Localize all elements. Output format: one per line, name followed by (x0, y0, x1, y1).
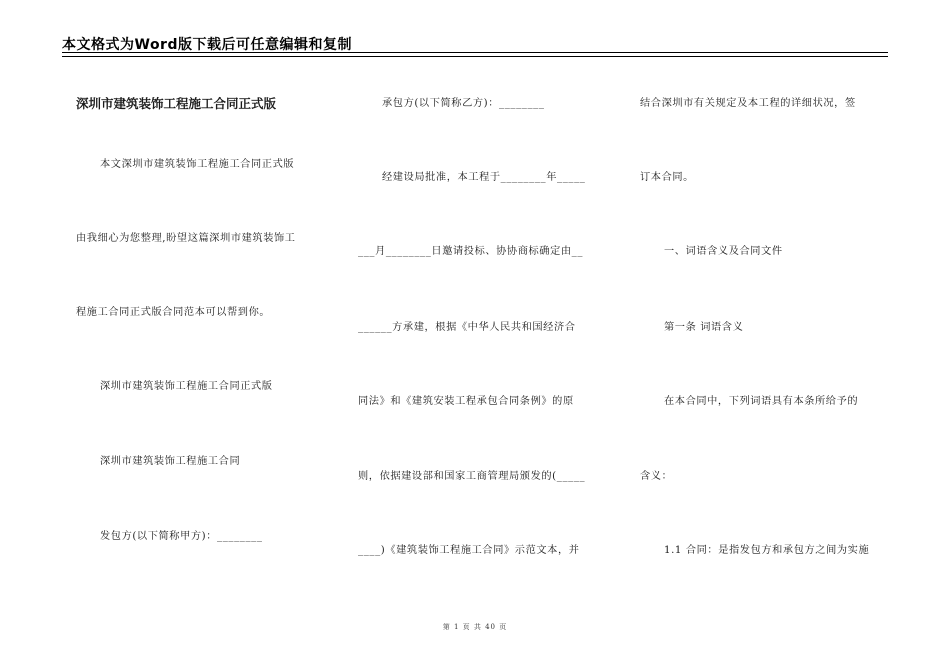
text-line: 承包方(以下简称乙方)：________ (382, 98, 545, 109)
text-line: 本文深圳市建筑装饰工程施工合同正式版 (100, 159, 295, 170)
text-line: ___月________日邀请投标、协协商标确定由__ (358, 246, 584, 257)
text-line: 程施工合同正式版合同范本可以帮到你。 (76, 307, 271, 318)
text-line: 同法》和《建筑安装工程承包合同条例》的原 (358, 396, 574, 407)
text-line: 结合深圳市有关规定及本工程的详细状况，签 (640, 98, 856, 109)
text-line: 发包方(以下简称甲方)：________ (100, 531, 263, 542)
text-line: 含义： (640, 471, 673, 482)
text-line: 深圳市建筑装饰工程施工合同正式版 (100, 381, 273, 392)
text-line: 经建设局批准，本工程于________年_____ (382, 172, 586, 183)
column-2 (358, 0, 608, 672)
text-line: 则，依据建设部和国家工商管理局颁发的(_____ (358, 471, 586, 482)
text-line: 订本合同。 (640, 172, 694, 183)
document-title: 深圳市建筑装饰工程施工合同正式版 (76, 96, 277, 111)
text-line: 一、词语含义及合同文件 (664, 246, 783, 257)
page-footer: 第 1 页 共 40 页 (442, 623, 508, 631)
text-line: 第一条 词语含义 (664, 322, 744, 333)
text-line: 深圳市建筑装饰工程施工合同 (100, 456, 241, 467)
text-line: ____)《建筑装饰工程施工合同》示范文本，并 (358, 545, 580, 556)
column-3 (640, 0, 890, 672)
text-line: 1.1 合同：是指发包方和承包方之间为实施 (664, 545, 870, 556)
text-line: ______方承建，根据《中华人民共和国经济合 (358, 322, 576, 333)
text-line: 由我细心为您整理,盼望这篇深圳市建筑装饰工 (76, 233, 296, 244)
column-1 (76, 0, 326, 672)
text-line: 在本合同中，下列词语具有本条所给予的 (664, 396, 859, 407)
page-header: 本文格式为Word版下载后可任意编辑和复制 (62, 37, 352, 53)
